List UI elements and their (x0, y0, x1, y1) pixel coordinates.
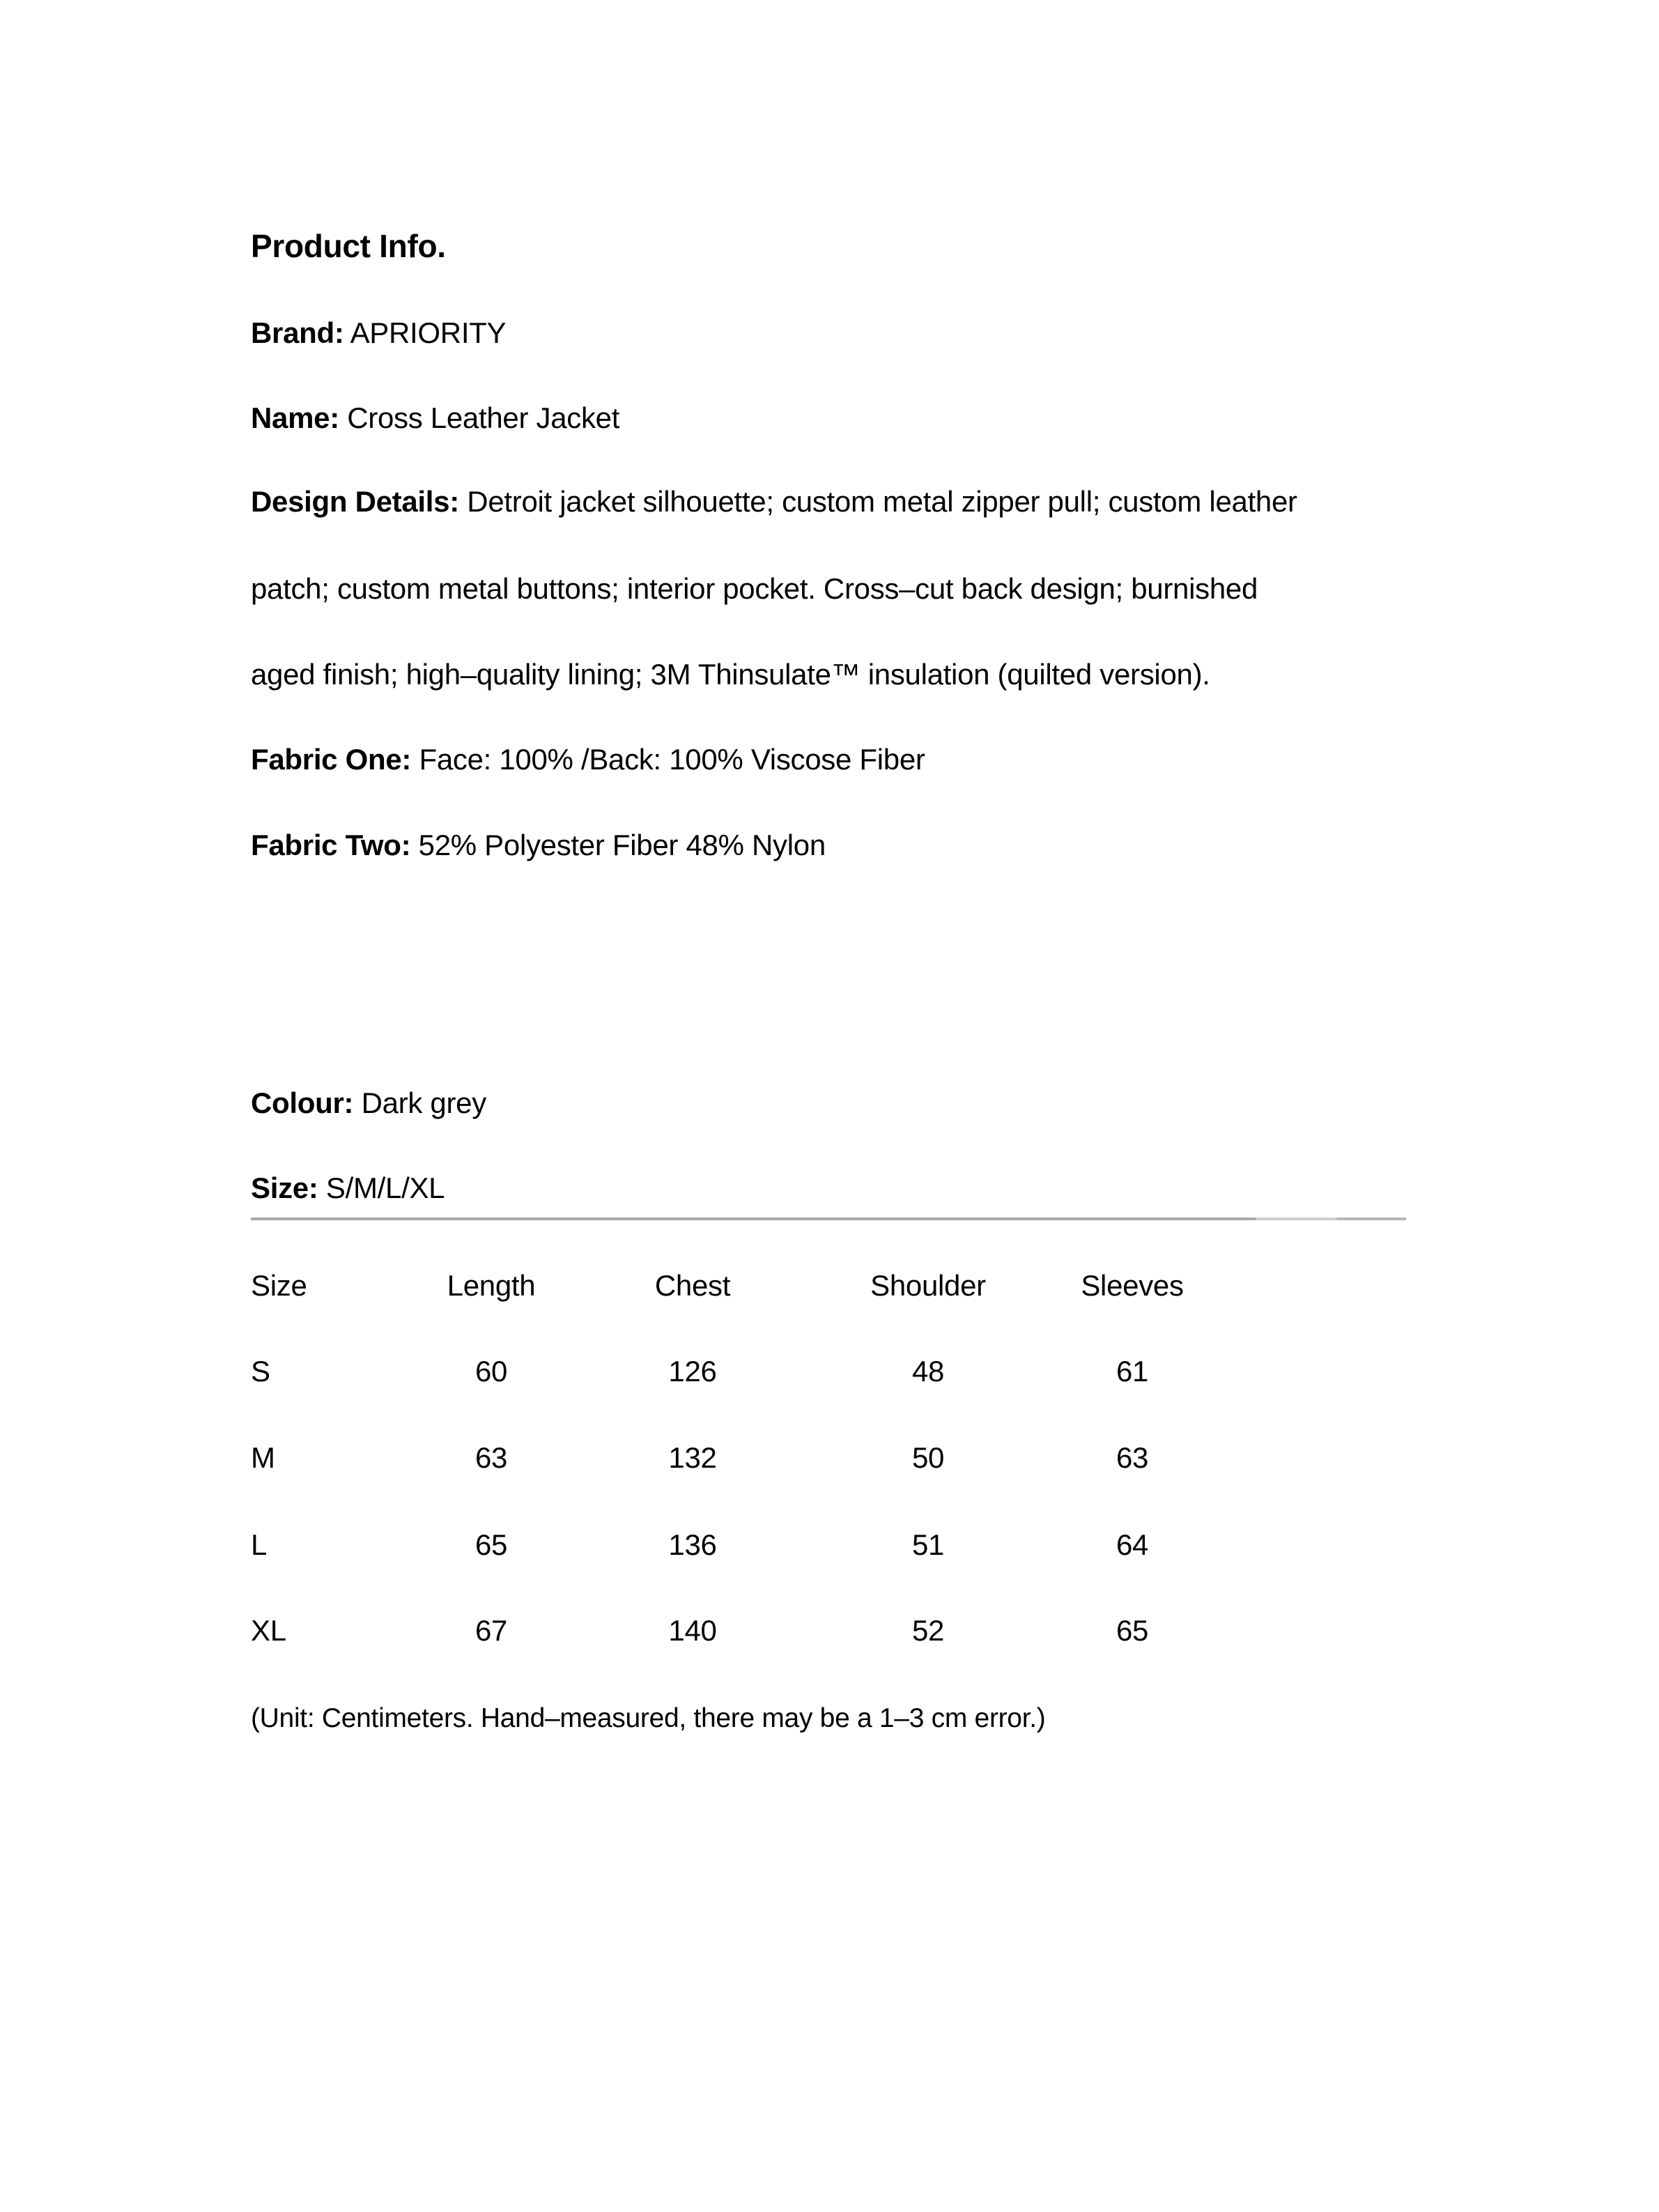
brand-value: APRIORITY (350, 316, 507, 349)
table-cell: XL (251, 1614, 286, 1647)
size-chart-header-row (251, 1271, 1406, 1300)
header-cell-size: Size (251, 1269, 307, 1302)
table-cell: 50 (911, 1441, 945, 1474)
colour-value: Dark grey (361, 1086, 486, 1119)
header-cell-sleeves: Sleeves (1081, 1269, 1184, 1302)
table-cell: S (251, 1355, 270, 1388)
brand-line (251, 318, 506, 348)
name-line (251, 401, 620, 434)
table-cell: 52 (911, 1614, 945, 1647)
table-cell: 51 (911, 1528, 945, 1561)
colour-line (251, 1086, 486, 1119)
size-label: Size: (251, 1172, 318, 1204)
fabric-two-line (251, 831, 826, 860)
table-cell: 64 (1116, 1528, 1149, 1561)
table-cell: 61 (1116, 1355, 1149, 1388)
size-row-s (251, 1357, 1406, 1386)
name-value: Cross Leather Jacket (347, 401, 620, 434)
fabric-one-value: Face: 100% /Back: 100% Viscose Fiber (419, 743, 925, 776)
name-label: Name: (251, 401, 339, 434)
size-row-xl (251, 1616, 1406, 1645)
table-cell: 140 (668, 1614, 717, 1647)
table-cell: 48 (911, 1355, 945, 1388)
size-line (251, 1174, 445, 1203)
design-details-line-2: patch; custom metal buttons; interior pocket. Cross–cut back design; burnished (251, 572, 1258, 605)
table-cell: L (251, 1528, 268, 1561)
table-cell: 67 (474, 1614, 508, 1647)
design-details-label: Design Details: (251, 485, 459, 518)
brand-label: Brand: (251, 316, 344, 349)
size-chart-divider (251, 1218, 1406, 1220)
table-cell: 63 (474, 1441, 508, 1474)
size-value: S/M/L/XL (325, 1172, 445, 1204)
size-row-m (251, 1443, 1406, 1473)
colour-label: Colour: (251, 1086, 354, 1119)
table-cell: 136 (668, 1528, 717, 1561)
header-cell-length: Length (447, 1269, 536, 1302)
page-title: Product Info. (251, 228, 446, 264)
header-cell-chest: Chest (654, 1269, 731, 1302)
size-row-l (251, 1530, 1406, 1560)
fabric-two-label: Fabric Two: (251, 829, 411, 861)
fabric-one-line (251, 745, 925, 774)
table-cell: 63 (1116, 1441, 1149, 1474)
unit-note: (Unit: Centimeters. Hand–measured, there may be a 1–3 cm error.) (251, 1703, 1046, 1733)
table-cell: 60 (474, 1355, 508, 1388)
design-details-line-1: Design Details: Detroit jacket silhouette; custom metal zipper pull; custom leather (251, 485, 1297, 518)
table-cell: 132 (668, 1441, 717, 1474)
table-cell: M (251, 1441, 275, 1474)
table-cell: 126 (668, 1355, 717, 1388)
table-cell: 65 (474, 1528, 508, 1561)
header-cell-shoulder: Shoulder (870, 1269, 986, 1302)
design-details-line-3: aged finish; high–quality lining; 3M Thinsulate™ insulation (quilted version). (251, 658, 1210, 691)
table-cell: 65 (1116, 1614, 1149, 1647)
fabric-one-label: Fabric One: (251, 743, 412, 776)
fabric-two-value: 52% Polyester Fiber 48% Nylon (418, 829, 826, 861)
